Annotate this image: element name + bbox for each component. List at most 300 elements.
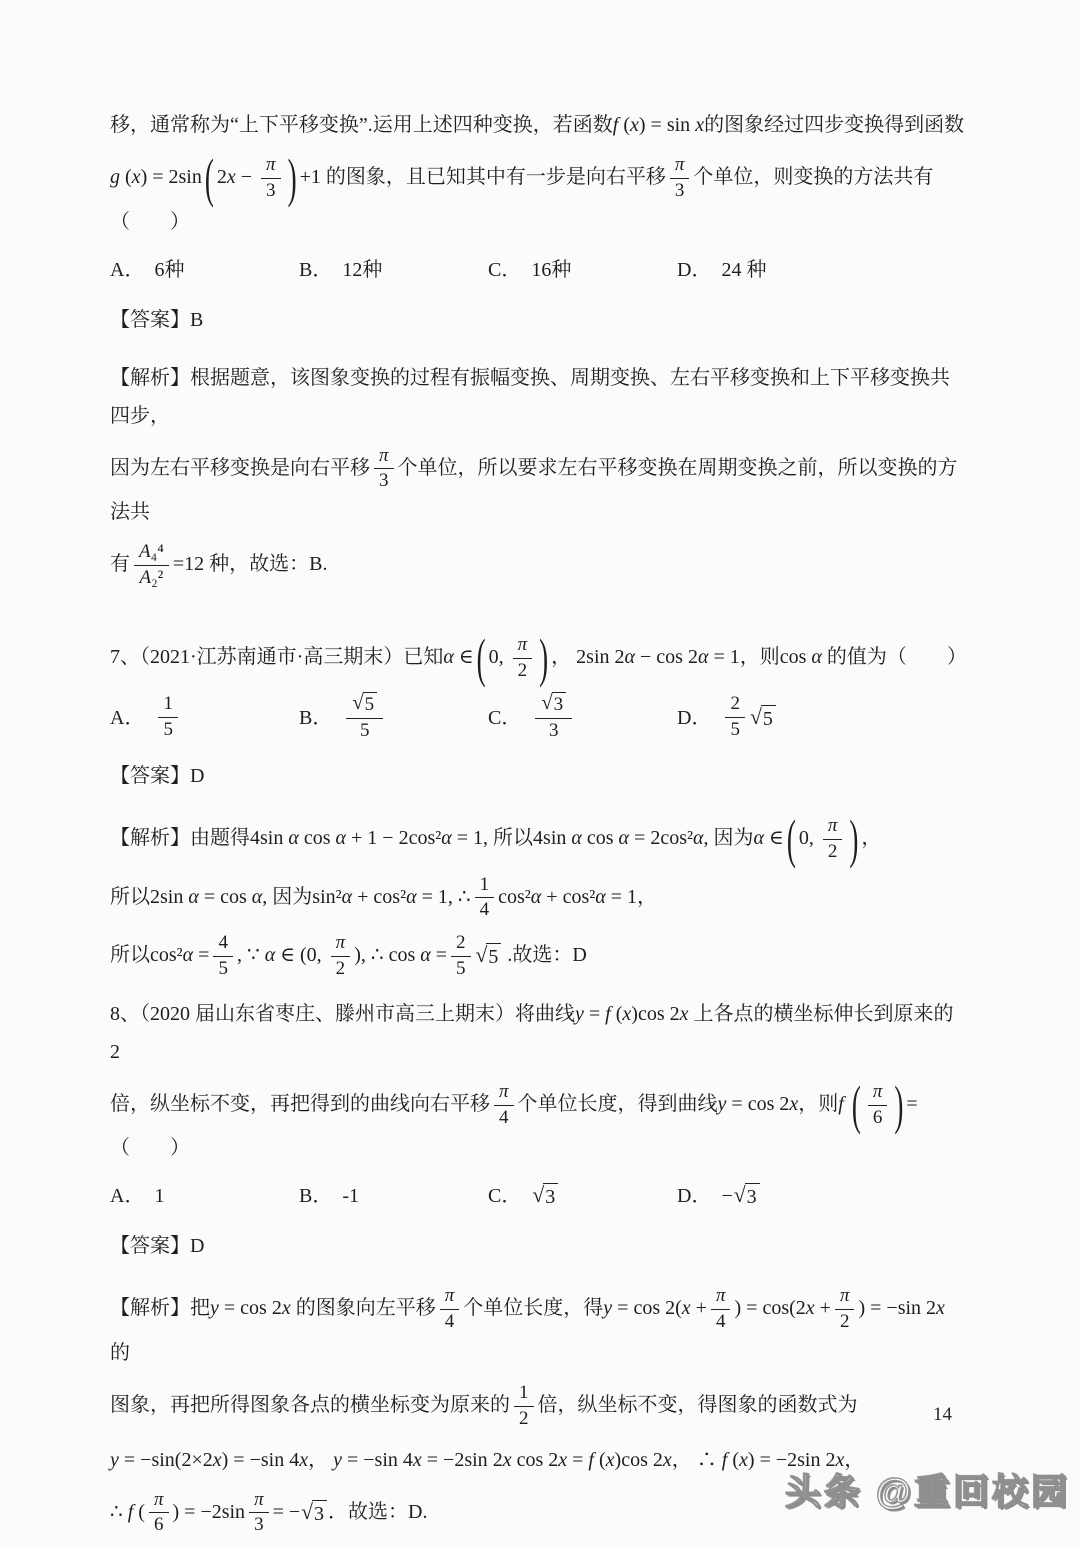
option-D xyxy=(677,693,968,742)
fraction-numerator xyxy=(868,1081,888,1106)
math-variable: π xyxy=(827,814,838,836)
math-variable: α xyxy=(693,826,704,849)
text-run: 所以 xyxy=(110,944,150,967)
text-run: 7、（2021·江苏南通市·高三期末）已知 xyxy=(110,645,444,668)
math-run: = − xyxy=(272,1500,301,1523)
text-run: 倍，纵坐标不变，再把得到的曲线向右平移 xyxy=(110,1092,490,1115)
math-run xyxy=(254,1489,264,1510)
fraction xyxy=(134,541,169,590)
function-name: cos xyxy=(240,1297,267,1320)
fraction-denominator xyxy=(360,719,370,743)
math-run: 1 xyxy=(163,693,173,715)
q7-analysis-3 xyxy=(110,932,968,981)
square-root xyxy=(734,1183,760,1209)
fraction-numerator xyxy=(331,932,351,957)
math-variable: x xyxy=(681,1297,691,1320)
fraction xyxy=(823,815,843,864)
text-run: 上各点的横坐标伸长到原来的 2 xyxy=(110,1002,954,1063)
math-variable: α xyxy=(341,885,353,908)
math-variable: x xyxy=(131,165,141,188)
math-run: y = cos 2x xyxy=(717,1092,799,1115)
watermark: 头条 @重回校园 xyxy=(784,1471,1070,1512)
math-variable: α xyxy=(420,944,431,967)
math-variable: π xyxy=(266,154,276,175)
square-root xyxy=(352,692,377,717)
fraction xyxy=(374,445,394,494)
math-run: ∴ f (x) = −2sin 2x xyxy=(691,1448,845,1471)
math-variable: x xyxy=(622,1002,632,1025)
fraction-numerator xyxy=(134,541,169,566)
option-A xyxy=(110,693,299,742)
fraction xyxy=(868,1081,888,1130)
q6-stem-formula xyxy=(110,148,968,241)
text-run: 因为 xyxy=(272,885,313,908)
function-name: cos xyxy=(498,885,525,908)
option-label: D． xyxy=(677,258,712,281)
radicand xyxy=(312,1500,327,1526)
math-run: 2 xyxy=(827,840,838,862)
option-label: D． xyxy=(677,706,712,729)
math-run: ) = −2sin xyxy=(172,1500,246,1523)
function-name: cos xyxy=(303,826,331,849)
text-run: 有 xyxy=(110,553,130,576)
function-name: sin xyxy=(260,826,284,849)
text-run: 24 种 xyxy=(721,258,767,281)
function-name: sin xyxy=(151,1448,175,1471)
fraction-denominator xyxy=(840,1310,850,1334)
option-label: A． xyxy=(110,706,145,729)
big-paren: ) xyxy=(287,148,297,209)
fraction-denominator xyxy=(266,179,276,203)
math-run xyxy=(716,1285,726,1306)
text-run: ， xyxy=(308,1448,329,1471)
fraction-numerator xyxy=(149,1489,169,1514)
big-paren: ( xyxy=(204,148,214,209)
function-name: sin xyxy=(464,1448,488,1471)
q7-options xyxy=(110,692,968,743)
fraction-numerator xyxy=(249,1489,269,1514)
fraction xyxy=(494,1081,514,1130)
math-variable: f xyxy=(838,1092,844,1115)
fraction-denominator xyxy=(379,469,389,493)
math-variable: α xyxy=(753,826,764,849)
math-variable: x xyxy=(412,1448,422,1471)
fraction xyxy=(514,1382,534,1431)
text-run: 个单位，则变换的方法共有（ ） xyxy=(110,165,934,233)
math-run: g (x) = 2sin xyxy=(110,165,202,188)
math-run: = xyxy=(906,1092,923,1115)
fraction xyxy=(725,693,745,742)
text-run: 个单位长度，得到曲线 xyxy=(517,1092,718,1115)
fraction-numerator xyxy=(711,1285,731,1310)
math-variable: π xyxy=(254,1488,264,1510)
math-run: 4 xyxy=(218,932,228,954)
math-run: y = cos 2x xyxy=(210,1297,291,1320)
big-paren: ) xyxy=(539,628,549,689)
text-run: 【解析】把 xyxy=(110,1297,210,1320)
page-number: 14 xyxy=(933,1404,952,1425)
math-variable: x xyxy=(281,1297,291,1320)
math-run: ) = −sin 2x xyxy=(858,1297,945,1320)
math-variable: y xyxy=(575,1002,584,1025)
math-variable: f xyxy=(605,1002,611,1025)
fraction-numerator xyxy=(513,634,533,659)
fraction-denominator xyxy=(480,898,490,922)
radical-sign: √ xyxy=(733,1183,746,1208)
radicand xyxy=(761,705,776,731)
math-run: α ∈ xyxy=(753,826,784,849)
function-name: cos xyxy=(660,826,687,849)
text-run: ， xyxy=(844,1448,865,1471)
function-name: sin xyxy=(897,1297,922,1320)
fraction-denominator xyxy=(163,718,173,742)
fraction-numerator xyxy=(213,932,233,957)
square-root xyxy=(541,692,566,717)
math-variable: α xyxy=(530,885,542,908)
fraction-denominator xyxy=(675,179,685,203)
option-D xyxy=(677,251,968,289)
math-variable: α xyxy=(624,645,636,668)
fraction-numerator xyxy=(158,693,178,718)
math-variable: π xyxy=(839,1285,850,1307)
fraction-numerator xyxy=(261,154,281,179)
text-run: ．故选：D. xyxy=(328,1500,428,1523)
q6-options xyxy=(110,251,968,289)
fraction xyxy=(513,634,533,683)
math-run: 1 xyxy=(479,873,490,895)
big-paren: ) xyxy=(849,809,859,870)
math-variable: x xyxy=(679,1002,689,1025)
math-variable: x xyxy=(662,1448,672,1471)
text-run: 【解析】根据题意，该图象变换的过程有振幅变换、周期变换、左右平移变换和上下平移变换共四步， xyxy=(110,366,950,427)
fraction-denominator xyxy=(218,957,228,981)
q8-analysis-2 xyxy=(110,1382,968,1431)
fraction-numerator xyxy=(494,1081,514,1106)
math-run: cos²α = xyxy=(150,944,210,967)
math-run xyxy=(873,1081,883,1102)
math-variable: g xyxy=(110,165,120,188)
text-run: 因为左右平移变换是向右平移 xyxy=(110,456,370,479)
math-run: 6 xyxy=(153,1514,164,1536)
text-run: 移，通常称为“上下平移变换”.运用上述四种变换，若函数 xyxy=(110,114,613,136)
math-run: . xyxy=(502,944,513,967)
radicand xyxy=(552,692,567,717)
math-run: 3 xyxy=(545,1186,556,1209)
text-run: 【答案】D xyxy=(110,1235,205,1258)
math-run: y = −sin(2×2x) = −sin 4x xyxy=(110,1448,309,1471)
option-D xyxy=(677,1177,968,1215)
math-run: 5 xyxy=(163,719,173,741)
fraction xyxy=(331,932,351,981)
math-variable: x xyxy=(605,1448,615,1471)
fraction-numerator xyxy=(451,932,471,957)
radical-sign: √ xyxy=(352,692,364,715)
fraction-denominator xyxy=(549,719,559,743)
text-run: 【答案】D xyxy=(110,764,205,787)
function-name: sin xyxy=(797,1448,821,1471)
big-paren: ( xyxy=(786,809,796,870)
math-variable: x xyxy=(835,1448,845,1471)
fraction-denominator xyxy=(445,1310,455,1334)
math-run: 4sin α cos α + 1 − 2cos²α = 1, xyxy=(250,826,494,849)
option-label: C． xyxy=(488,258,522,281)
fraction-numerator xyxy=(535,692,572,719)
math-variable: α xyxy=(571,826,582,849)
math-run: 3 xyxy=(266,179,276,201)
text-run: 所以 xyxy=(493,826,534,849)
function-name: cos xyxy=(562,885,590,908)
math-variable: α xyxy=(697,645,709,668)
function-name: sin xyxy=(312,885,336,908)
fraction-numerator xyxy=(514,1382,534,1407)
math-variable: y xyxy=(333,1448,342,1471)
math-variable: α xyxy=(443,645,454,668)
math-run: y = −sin 4x = −2sin 2x cos 2x = f (x)cos 2x xyxy=(333,1448,672,1471)
math-variable: f xyxy=(612,114,619,136)
function-name: cos xyxy=(633,1297,661,1320)
text-run: 16种 xyxy=(531,258,572,281)
math-run xyxy=(675,154,685,175)
math-run: f (x) = sin x xyxy=(612,114,705,136)
math-run: 3 xyxy=(254,1514,264,1536)
function-name: sin xyxy=(543,826,567,849)
math-variable: f xyxy=(127,1500,134,1523)
function-name: cos xyxy=(747,1092,775,1115)
fraction-numerator xyxy=(440,1285,460,1310)
text-run: 的 xyxy=(110,1341,130,1364)
math-run: 4 xyxy=(499,1106,509,1128)
math-run: A₂² xyxy=(139,566,164,588)
function-name: sin xyxy=(178,165,202,188)
math-variable: x xyxy=(630,114,639,136)
math-run xyxy=(838,1093,849,1115)
math-variable: x xyxy=(299,1448,309,1471)
math-variable: π xyxy=(674,154,685,175)
option-A xyxy=(110,251,299,289)
q7-analysis-1 xyxy=(110,809,968,870)
math-run: 2 xyxy=(519,1407,529,1429)
math-run: 2 xyxy=(839,1311,850,1333)
math-run: 5 xyxy=(456,957,466,979)
q7-answer xyxy=(110,757,968,795)
radical-sign: √ xyxy=(301,1499,314,1524)
math-variable: x xyxy=(805,1297,815,1320)
fraction xyxy=(158,693,178,742)
text-run: 的图象，且已知其中有一步是向右平移 xyxy=(325,165,666,188)
text-run: 个单位，所以要求左右平移变换在周期变换之前，所以变换的方法共 xyxy=(110,456,958,524)
text-run: 12种 xyxy=(342,258,383,281)
function-name: cos xyxy=(586,826,614,849)
math-variable: α xyxy=(251,885,263,908)
math-run: y = cos 2(x + xyxy=(603,1297,707,1320)
option-label: A． xyxy=(110,258,145,281)
math-run: ) = cos(2x + xyxy=(734,1297,831,1320)
q8-stem-2 xyxy=(110,1075,968,1168)
math-variable: y xyxy=(110,1448,119,1471)
math-variable: x xyxy=(558,1448,568,1471)
math-variable: π xyxy=(444,1285,455,1307)
math-run: =12 xyxy=(172,553,210,576)
math-run xyxy=(379,445,389,466)
fraction xyxy=(261,154,281,203)
math-variable: x xyxy=(226,165,236,188)
math-run: 2 xyxy=(456,932,466,954)
text-run: 的图象向左平移 xyxy=(295,1297,436,1320)
math-run: 3 xyxy=(314,1502,325,1525)
math-variable: A xyxy=(139,541,151,563)
big-paren: ( xyxy=(851,1075,861,1136)
text-run: ， xyxy=(637,885,658,908)
q6-analysis-2 xyxy=(110,445,968,532)
radical-sign: √ xyxy=(532,1183,545,1208)
function-name: cos xyxy=(373,885,401,908)
math-variable: α xyxy=(441,826,452,849)
math-run: 4sin α cos α = 2cos²α, xyxy=(533,826,714,849)
option-label: B． xyxy=(299,706,333,729)
math-run: 4 xyxy=(479,899,490,921)
math-variable: π xyxy=(499,1080,509,1102)
math-run xyxy=(518,634,528,655)
text-run: ，则 xyxy=(798,1092,839,1115)
fraction-denominator xyxy=(139,566,163,590)
math-variable: f xyxy=(721,1448,728,1471)
fraction-denominator xyxy=(730,718,740,742)
math-variable: α xyxy=(188,885,199,908)
math-run: 3 xyxy=(746,1186,757,1209)
fraction-denominator xyxy=(828,840,838,864)
fraction xyxy=(711,1285,731,1334)
math-variable: x xyxy=(936,1297,945,1320)
option-label: C． xyxy=(488,706,522,729)
fraction-denominator xyxy=(154,1513,164,1537)
big-paren: ) xyxy=(894,1075,904,1136)
square-root xyxy=(532,1183,558,1209)
math-variable: α xyxy=(182,944,194,967)
document-body xyxy=(110,106,968,1547)
option-A xyxy=(110,1177,299,1215)
math-run: 3 xyxy=(553,694,564,716)
math-run xyxy=(154,1489,164,1510)
function-name: cos xyxy=(762,1297,790,1320)
radical-sign: √ xyxy=(749,704,762,729)
text-run: 8、（2020 届山东省枣庄、滕州市高三上期末）将曲线 xyxy=(110,1002,575,1025)
fraction-numerator xyxy=(823,815,843,840)
math-run: , ∵ α ∈ (0, xyxy=(236,944,327,967)
math-run: 4 xyxy=(715,1311,726,1333)
math-run: 2 xyxy=(335,957,346,979)
square-root xyxy=(301,1500,327,1526)
math-variable: π xyxy=(335,932,346,954)
math-variable: α xyxy=(406,885,417,908)
text-run: 的图象经过四步变换得到函数 xyxy=(704,114,965,136)
radicand xyxy=(543,1183,558,1209)
math-run: 2 xyxy=(517,659,528,681)
fraction-denominator xyxy=(519,1407,529,1431)
math-run xyxy=(780,646,827,668)
radicand xyxy=(486,943,501,969)
math-run: 3 xyxy=(674,179,685,201)
q7-analysis-2 xyxy=(110,874,968,923)
text-run: ，则 xyxy=(739,645,780,668)
math-run: +1 xyxy=(299,165,326,188)
fraction-denominator xyxy=(456,957,466,981)
math-run xyxy=(266,154,276,175)
math-variable: f xyxy=(588,1448,594,1471)
option-label: B． xyxy=(299,258,333,281)
fraction-numerator xyxy=(346,692,383,719)
function-name: cos xyxy=(516,1448,544,1471)
function-name: cos xyxy=(388,944,416,967)
square-root xyxy=(476,943,502,969)
math-run: 6 xyxy=(872,1106,883,1128)
math-variable: x xyxy=(502,1448,512,1471)
math-variable: A xyxy=(139,566,152,588)
math-variable: α xyxy=(618,826,630,849)
math-run: sin²α + cos²α = 1, ∴ xyxy=(312,885,471,908)
math-run: 5 xyxy=(488,946,499,969)
math-run xyxy=(499,1081,509,1102)
math-run: 5 xyxy=(359,720,370,742)
function-name: cos xyxy=(779,645,807,668)
q6-stem-continued xyxy=(110,106,968,144)
fraction xyxy=(451,932,471,981)
math-run: cos²α + cos²α = 1 xyxy=(498,885,638,908)
math-variable: α xyxy=(811,645,822,668)
math-variable: y xyxy=(603,1297,613,1320)
math-variable: π xyxy=(715,1285,726,1307)
fraction xyxy=(535,692,572,743)
text-run: 倍，纵坐标不变，得图象的函数式为 xyxy=(537,1393,858,1416)
text-run: 【答案】B xyxy=(110,308,204,331)
option-B xyxy=(299,1177,488,1215)
math-run: 2 xyxy=(730,693,740,715)
function-name: sin xyxy=(260,1448,285,1471)
fraction xyxy=(346,692,383,743)
math-run: 2x − xyxy=(216,165,258,188)
text-run: 图象，再把所得图象各点的横坐标变为原来的 xyxy=(110,1393,510,1416)
text-run: 故选：D xyxy=(512,944,587,967)
math-run: 0, xyxy=(488,645,509,668)
math-run: 5 xyxy=(218,957,228,979)
function-name: sin xyxy=(666,114,691,136)
math-run: 2sin 2α − cos 2α = 1 xyxy=(571,645,740,668)
fraction xyxy=(149,1489,169,1538)
text-run: ， xyxy=(671,1448,692,1471)
function-name: cos xyxy=(408,826,436,849)
q8-stem xyxy=(110,995,968,1071)
fraction xyxy=(475,874,495,923)
fraction-denominator xyxy=(518,659,528,683)
text-run: 的值为（ ） xyxy=(826,645,967,668)
math-variable: α xyxy=(595,885,606,908)
math-variable: π xyxy=(872,1080,883,1102)
text-run: 【解析】由题得 xyxy=(110,826,250,849)
math-variable: x xyxy=(739,1448,748,1471)
fraction-numerator xyxy=(835,1285,855,1310)
math-run: 3 xyxy=(548,720,559,742)
fraction-numerator xyxy=(475,874,495,899)
q8-analysis-1 xyxy=(110,1285,968,1372)
math-variable: π xyxy=(153,1488,164,1510)
math-variable: x xyxy=(212,1448,222,1471)
fraction xyxy=(249,1489,269,1538)
function-name: cos xyxy=(656,645,683,668)
text-run: 6种 xyxy=(154,258,185,281)
q7-stem xyxy=(110,628,968,689)
math-variable: π xyxy=(379,444,389,466)
radical-sign: √ xyxy=(541,692,553,715)
math-run: 3 xyxy=(379,470,389,492)
